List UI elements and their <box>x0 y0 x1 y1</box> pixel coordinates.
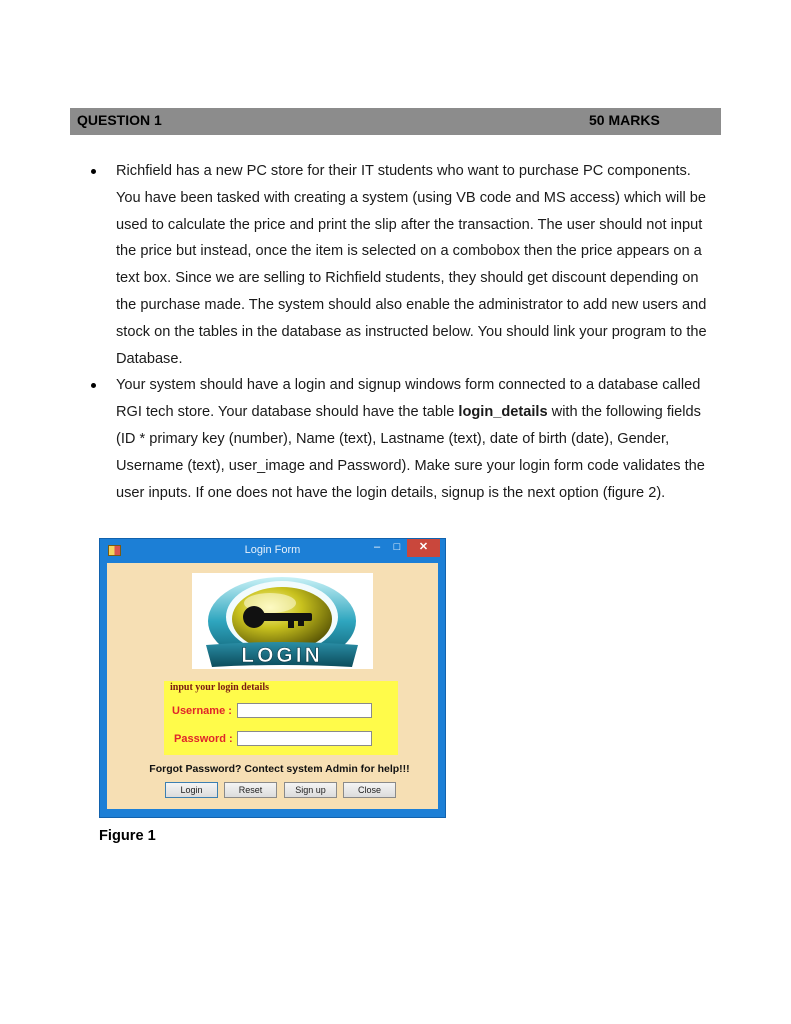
bullet-item <box>88 158 718 372</box>
form-client-area <box>107 563 438 809</box>
reset-button[interactable]: Reset <box>224 782 277 798</box>
question-title: QUESTION 1 <box>77 112 162 128</box>
window-title: Login Form <box>244 544 301 556</box>
close-button[interactable]: Close <box>343 782 396 798</box>
login-key-icon <box>192 573 373 669</box>
password-label: Password : <box>174 733 233 745</box>
login-details-panel <box>164 681 398 755</box>
window-titlebar <box>100 539 445 561</box>
forgot-password-text: Forgot Password? Contect system Admin for help!!! <box>149 763 410 775</box>
login-button[interactable]: Login <box>165 782 218 798</box>
logo-text: LOGIN <box>241 644 323 667</box>
sign-up-button[interactable]: Sign up <box>284 782 337 798</box>
bullet-text: Richfield has a new PC store for their IT students who want to purchase PC components. You have been tasked with creating a system (using VB code and MS access) which will be used to calculate the price and print the slip after the transaction. The user should not input the price but instead, once the item is selected on a combobox then the price appears on a text box. Since we are selling to Richfield students, they should get discount depending on the purchase made. The system should also enable the administrator to add new users and stock on the tables in the database as instructed below. You should link your program to the Database. <box>116 163 707 367</box>
table-name: login_details <box>458 404 548 421</box>
question-marks: 50 MARKS <box>589 112 660 128</box>
login-logo <box>192 573 373 669</box>
instructions-list <box>88 158 718 506</box>
bullet-text-end: with the following fields (ID * primary key (number), Name (text), Lastname (text), date of birth (date), Gender, Username (text), user_image and Password). Make sure your login form code validates the user inputs. If one does not have the login details, signup is the next option (figure 2). <box>116 404 705 501</box>
username-input[interactable] <box>237 703 372 718</box>
question-header <box>70 108 721 135</box>
login-form-window <box>99 538 446 818</box>
minimize-button[interactable]: – <box>373 541 381 553</box>
bullet-text-start: Your system should have a login and signup windows form connected to a database called RGI tech store. Your database should have the table <box>116 377 701 421</box>
panel-header: input your login details <box>170 682 270 693</box>
password-input[interactable] <box>237 731 372 746</box>
figure-caption: Figure 1 <box>99 828 156 844</box>
bullet-item <box>88 372 718 506</box>
maximize-button[interactable]: □ <box>393 541 401 553</box>
username-label: Username : <box>172 705 232 717</box>
window-close-button[interactable]: ✕ <box>407 539 440 557</box>
